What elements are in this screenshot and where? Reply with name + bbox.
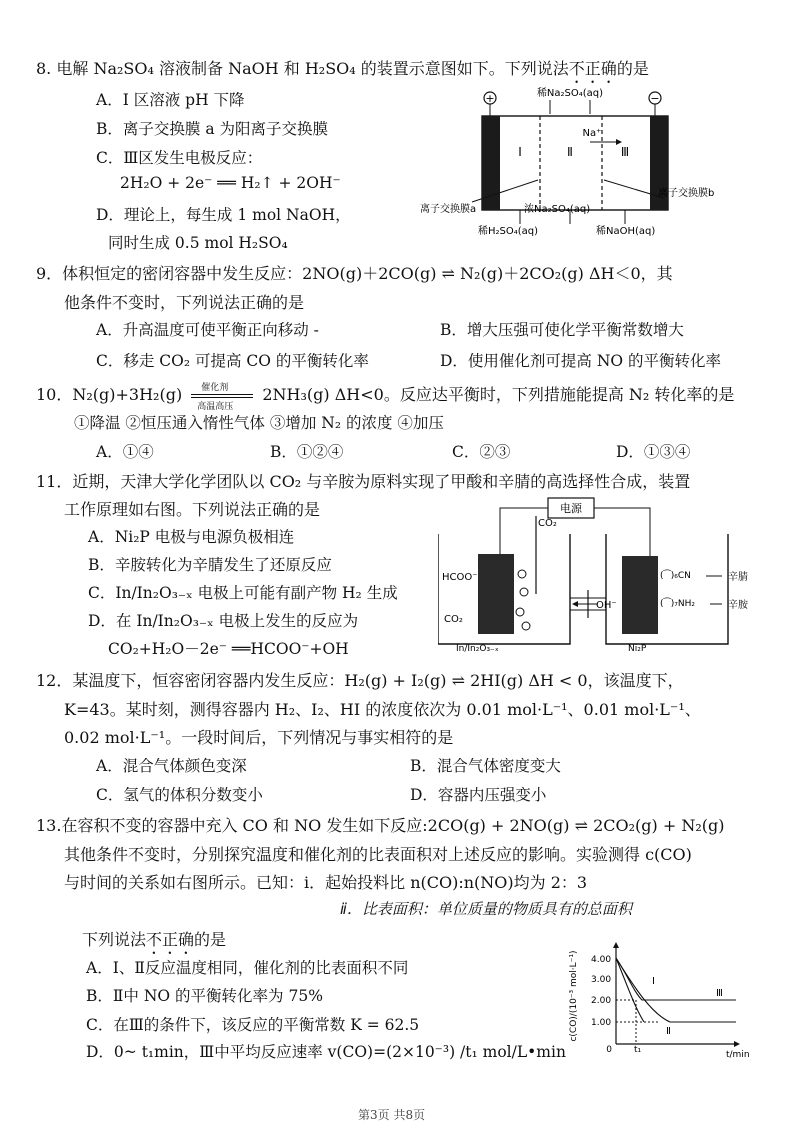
curve-i-label: Ⅰ xyxy=(652,976,655,987)
q8-option-b: B．离子交换膜 a 为阳离子交换膜 xyxy=(96,120,328,138)
q13-concentration-graph xyxy=(566,940,756,1060)
q13-option-b: B．Ⅱ中 NO 的平衡转化率为 75% xyxy=(86,987,323,1005)
q13-stem-line1: 13.在容积不变的容器中充入 CO 和 NO 发生如下反应:2CO(g) + 2NO(g) ⇌ 2CO₂(g) + N₂(g) xyxy=(36,816,725,835)
q12-option-b: B．混合气体密度变大 xyxy=(410,757,561,775)
q11-option-a: A．Ni₂P 电极与电源负极相连 xyxy=(88,528,295,546)
q12-stem-line3: 0.02 mol·L⁻¹。一段时间后，下列情况与事实相符的是 xyxy=(64,728,454,747)
plus-sign: + xyxy=(485,92,495,105)
conc-label: 浓Na₂SO₄(aq) xyxy=(524,204,591,215)
q8-option-d-cont: 同时生成 0.5 mol H₂SO₄ xyxy=(108,234,288,252)
in-electrode-label: In/In₂O₃₋ₓ xyxy=(456,644,499,654)
origin-label: 0 xyxy=(606,1045,612,1055)
x-axis-label: t/min xyxy=(726,1050,750,1060)
amine-formula: (⁀)₇NH₂ xyxy=(660,599,695,609)
q8-stem: 8. 电解 Na₂SO₄ 溶液制备 NaOH 和 H₂SO₄ 的装置示意图如下。下列说法不正确的是 xyxy=(36,59,649,78)
curve-ii-label: Ⅱ xyxy=(666,1026,671,1037)
tick-3: 3.00 xyxy=(591,975,612,985)
q11-option-c: C．In/In₂O₃₋ₓ 电极上可能有副产物 H₂ 生成 xyxy=(88,584,398,602)
q9-option-c: C．移走 CO₂ 可提高 CO 的平衡转化率 xyxy=(96,352,369,370)
q10-stem: 10．N₂(g)+3H₂(g) 催化剂 高温高压 2NH₃(g) ΔH<0。反应达平衡时，下列措施能提高 N₂ 转化率的是 xyxy=(36,382,735,412)
amine-label: 辛胺 xyxy=(728,600,748,611)
q13-option-d: D．0~ t₁min，Ⅲ中平均反应速率 v(CO)=(2×10⁻³) /t₁ mol/L•min xyxy=(86,1043,566,1061)
curve-i xyxy=(616,958,644,1022)
tick-1: 1.00 xyxy=(591,1018,612,1028)
t1-label: t₁ xyxy=(634,1045,642,1055)
q10-option-a: A．①④ xyxy=(96,443,154,461)
in-electrode xyxy=(478,554,514,634)
q12-option-c: C．氢气的体积分数变小 xyxy=(96,786,263,804)
q8-option-c: C．Ⅲ区发生电极反应： xyxy=(96,149,263,167)
formate-label: HCOO⁻ xyxy=(442,572,478,583)
q10-option-d: D．①③④ xyxy=(616,443,691,461)
region-i: Ⅰ xyxy=(518,145,522,159)
curve-iii-label: Ⅲ xyxy=(716,988,723,999)
q13-stem-line2: 其他条件不变时，分别探究温度和催化剂的比表面积对上述反应的影响。实验测得 c(CO) xyxy=(64,845,692,864)
q9-option-d: D．使用催化剂可提高 NO 的平衡转化率 xyxy=(440,352,722,370)
q8-option-d: D．理论上，每生成 1 mol NaOH， xyxy=(96,206,351,224)
cell-frame xyxy=(482,116,668,210)
top-label: 稀Na₂SO₄(aq) xyxy=(536,88,604,99)
q9-option-a: A．升高温度可使平衡正向移动 - xyxy=(96,321,319,339)
q13-stem-line3: 与时间的关系如右图所示。已知：ⅰ．起始投料比 n(CO):n(NO)均为 2：3 xyxy=(64,873,588,892)
q8-electrolysis-figure xyxy=(420,84,720,240)
q13-option-a: A．Ⅰ、Ⅱ反应温度相同，催化剂的比表面积不同 xyxy=(86,959,409,977)
q9-stem-line1: 9．体积恒定的密闭容器中发生反应：2NO(g)＋2CO(g) ⇌ N₂(g)＋2CO₂(g) ΔH＜0，其 xyxy=(36,264,673,283)
nitrile-formula: (⁀)₆CN xyxy=(660,571,691,581)
q10-items: ①降温 ②恒压通入惰性气体 ③增加 N₂ 的浓度 ④加压 xyxy=(74,414,444,432)
q11-option-d: D．在 In/In₂O₃₋ₓ 电极上发生的反应为 xyxy=(88,612,359,630)
q11-stem-line1: 11．近期，天津大学化学团队以 CO₂ 与辛胺为原料实现了甲酸和辛腈的高选择性合成，装置 xyxy=(36,472,691,491)
y-axis-label: c(CO)/(10⁻³ mol·L⁻¹) xyxy=(569,950,579,1042)
region-iii: Ⅲ xyxy=(620,145,630,159)
nitrile-label: 辛腈 xyxy=(728,572,748,583)
membrane-b-label: 离子交换膜b xyxy=(658,188,715,199)
membrane-a-label: 离子交换膜a xyxy=(420,204,477,215)
q12-option-d: D．容器内压强变小 xyxy=(410,786,547,804)
page-footer: 第3页 共8页 xyxy=(358,1108,426,1122)
q13-note-2: ⅱ．比表面积：单位质量的物质具有的总面积 xyxy=(340,900,632,918)
svg-text:电源: 电源 xyxy=(560,502,582,515)
naoh-label: 稀NaOH(aq) xyxy=(596,226,656,237)
ni2p-label: Ni₂P xyxy=(628,644,647,654)
co2-label: CO₂ xyxy=(444,614,463,625)
q13-option-c: C．在Ⅲ的条件下，该反应的平衡常数 K = 62.5 xyxy=(86,1016,420,1034)
reversible-arrow: 催化剂 高温高压 xyxy=(187,386,257,406)
h2so4-label: 稀H₂SO₄(aq) xyxy=(478,226,539,237)
q8-option-c-equation: 2H₂O + 2e⁻ ══ H₂↑ + 2OH⁻ xyxy=(120,174,341,192)
q13-ask: 下列说法不正确的是 xyxy=(82,930,227,949)
q8-option-a: A．Ⅰ 区溶液 pH 下降 xyxy=(96,91,245,109)
tick-4: 4.00 xyxy=(591,955,612,965)
na-ion: Na⁺ xyxy=(582,128,602,139)
hydroxide-label: OH⁻ xyxy=(596,600,617,611)
minus-sign: − xyxy=(650,92,660,105)
q9-option-b: B．增大压强可使化学平衡常数增大 xyxy=(440,321,684,339)
q10-option-b: B．①②④ xyxy=(270,443,344,461)
tick-2: 2.00 xyxy=(591,996,612,1006)
region-ii: Ⅱ xyxy=(567,145,573,159)
q12-stem-line1: 12．某温度下，恒容密闭容器内发生反应：H₂(g) + I₂(g) ⇌ 2HI(g) ΔH < 0，该温度下， xyxy=(36,671,684,690)
q11-cell-figure xyxy=(438,494,758,654)
co2-inlet: CO₂ xyxy=(538,518,557,529)
q10-option-c: C．②③ xyxy=(452,443,511,461)
q11-stem-line2: 工作原理如右图。下列说法正确的是 xyxy=(64,500,321,519)
q9-stem-line2: 他条件不变时，下列说法正确的是 xyxy=(64,293,305,312)
ni2p-electrode xyxy=(622,556,658,634)
q12-stem-line2: K=43。某时刻，测得容器内 H₂、I₂、HI 的浓度依次为 0.01 mol·L⁻¹、0.01 mol·L⁻¹、 xyxy=(64,700,701,719)
q12-option-a: A．混合气体颜色变深 xyxy=(96,757,247,775)
q11-option-d-equation: CO₂+H₂O－2e⁻ ══HCOO⁻+OH xyxy=(108,640,349,658)
q11-option-b: B．辛胺转化为辛腈发生了还原反应 xyxy=(88,556,332,574)
